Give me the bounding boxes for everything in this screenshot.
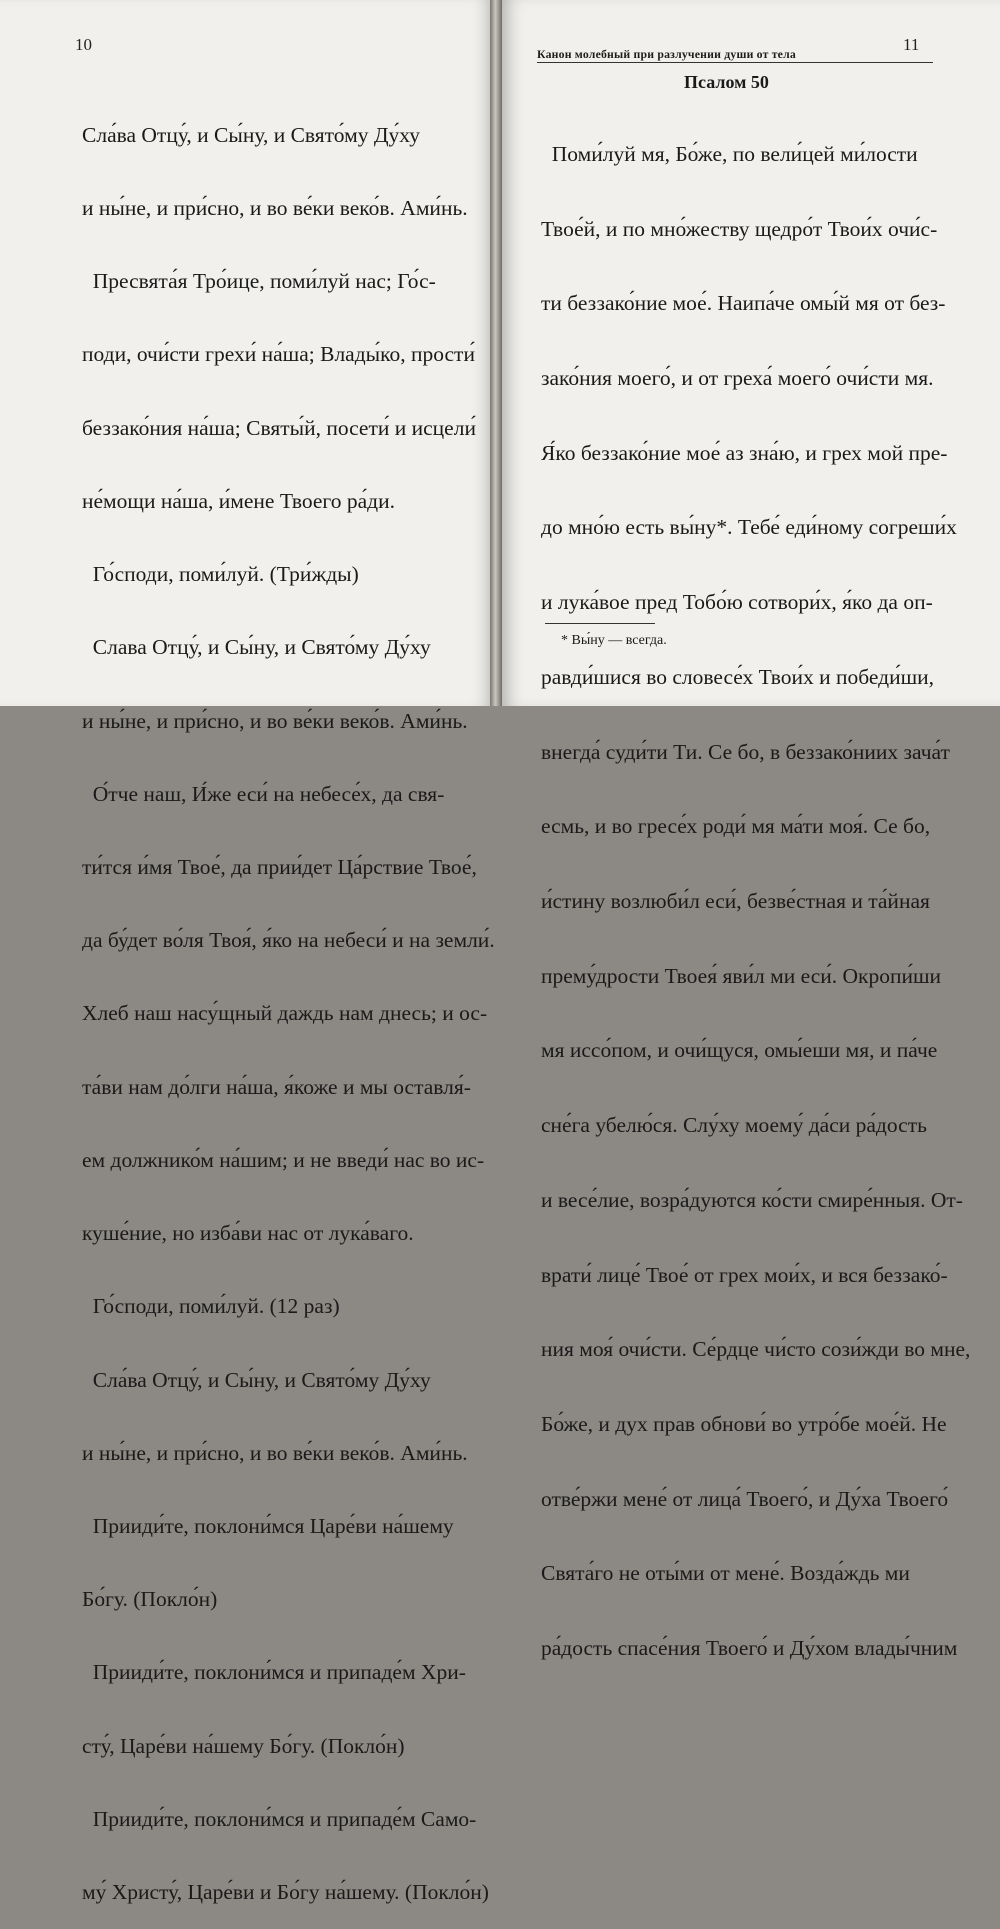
text-line: ра́дость спасе́ния Твоего́ и Ду́хом влады́чним bbox=[541, 1636, 958, 1661]
text-line: и весе́лие, возра́дуются ко́сти смире́нныя. От- bbox=[541, 1187, 963, 1212]
psalm-title: Псалом 50 bbox=[684, 72, 769, 92]
text-line: зако́ния моего́, и от греха́ моего́ очи́сти мя. bbox=[541, 365, 934, 390]
footnote-rule bbox=[545, 623, 655, 624]
text-line: Прииди́те, поклони́мся Царе́ви на́шему bbox=[82, 1513, 454, 1538]
text-line: и лука́вое пред Тобо́ю сотвори́х, я́ко да оп- bbox=[541, 590, 933, 615]
text-line: есмь, и во гресе́х роди́ мя ма́ти моя́. Се бо, bbox=[541, 814, 931, 839]
text-line: Слава Отцу́, и Сы́ну, и Свято́му Ду́ху bbox=[82, 635, 431, 660]
text-line: отве́ржи мене́ от лица́ Твоего́, и Ду́ха Твоего́ bbox=[541, 1486, 949, 1511]
text-line: равди́шися во словесе́х Твои́х и победи́ши, bbox=[541, 664, 935, 689]
text-line: и ны́не, и при́сно, и во ве́ки веко́в. Ами́нь. bbox=[82, 708, 468, 733]
text-line: мя иссо́пом, и очи́щуся, омы́еши мя, и па́че bbox=[541, 1038, 938, 1063]
text-line: Пресвята́я Тро́ице, поми́луй нас; Го́с- bbox=[82, 269, 436, 294]
page-number-right: 11 bbox=[903, 35, 920, 54]
text-line: да бу́дет во́ля Твоя́, я́ко на небеси́ и на земли́. bbox=[82, 928, 495, 953]
text-line: Прииди́те, поклони́мся и припаде́м Само- bbox=[82, 1806, 477, 1831]
text-line: ти беззако́ние мое́. Наипа́че омы́й мя от без- bbox=[541, 291, 946, 316]
text-line: ти́тся и́мя Твое́, да прии́дет Ца́рствие Твое́, bbox=[82, 855, 477, 879]
text-line: и́стину возлюби́л еси́, безве́стная и та́йная bbox=[541, 889, 930, 913]
page-number-left: 10 bbox=[75, 35, 92, 54]
text-line: му́ Христу́, Царе́ви и Бо́гу на́шему. (Покло́н) bbox=[82, 1880, 489, 1905]
text-line: Сла́ва Отцу́, и Сы́ну, и Свято́му Ду́ху bbox=[82, 1367, 431, 1392]
text-line: и ны́не, и при́сно, и во ве́ки веко́в. Ами́нь. bbox=[82, 196, 468, 221]
text-line: Поми́луй мя, Бо́же, по вели́цей ми́лости bbox=[541, 141, 918, 166]
text-line: Твое́й, и по мно́жеству щедро́т Твои́х очи́с- bbox=[541, 216, 938, 241]
text-line: Прииди́те, поклони́мся и припаде́м Хри- bbox=[82, 1660, 466, 1685]
text-line: Го́споди, поми́луй. (Три́жды) bbox=[82, 562, 359, 587]
text-line: О́тче наш, И́же еси́ на небесе́х, да свя- bbox=[82, 781, 445, 806]
text-line: не́мощи на́ша, и́мене Твоего ра́ди. bbox=[82, 488, 395, 513]
header-rule bbox=[537, 62, 933, 63]
text-line: Хлеб наш насу́щный даждь нам днесь; и ос- bbox=[82, 1001, 488, 1026]
text-line: поди, очи́сти грехи́ на́ша; Влады́ко, прости́ bbox=[82, 342, 475, 367]
text-line: Бо́же, и дух прав обнови́ во утро́бе мое́й. Не bbox=[541, 1412, 947, 1437]
text-line: ния моя́ очи́сти. Се́рдце чи́сто сози́жди во мне, bbox=[541, 1337, 971, 1362]
left-page-text bbox=[82, 74, 495, 1929]
text-line: сне́га убелю́ся. Слу́ху моему́ да́си ра́дость bbox=[541, 1113, 927, 1138]
text-line: та́ви нам до́лги на́ша, я́коже и мы оставля́- bbox=[82, 1074, 471, 1099]
text-line: сту́, Царе́ви на́шему Бо́гу. (Покло́н) bbox=[82, 1733, 405, 1758]
text-line: Бо́гу. (Покло́н) bbox=[82, 1587, 218, 1612]
text-line: Го́споди, поми́луй. (12 раз) bbox=[82, 1294, 340, 1319]
text-line: и ны́не, и при́сно, и во ве́ки веко́в. Ами́нь. bbox=[82, 1440, 468, 1465]
text-line: Я́ко беззако́ние мое́ аз зна́ю, и грех мой пре- bbox=[541, 440, 948, 465]
text-line: беззако́ния на́ша; Святы́й, посети́ и исцели́ bbox=[82, 415, 476, 440]
text-line: врати́ лице́ Твое́ от грех мои́х, и вся беззако́- bbox=[541, 1262, 948, 1287]
text-line: ем должнико́м на́шим; и не введи́ нас во ис- bbox=[82, 1147, 485, 1172]
right-page-text bbox=[541, 92, 971, 1686]
text-line: Свята́го не оты́ми от мене́. Возда́ждь ми bbox=[541, 1561, 910, 1586]
footnote: * Вы́ну — всегда. bbox=[561, 633, 667, 648]
text-line: куше́ние, но изба́ви нас от лука́ваго. bbox=[82, 1221, 414, 1246]
text-line: Сла́ва Отцу́, и Сы́ну, и Свято́му Ду́ху bbox=[82, 122, 420, 147]
book-gutter bbox=[490, 0, 502, 706]
text-line: прему́дрости Твоея́ яви́л ми еси́. Окропи́ши bbox=[541, 963, 942, 988]
text-line: внегда́ суди́ти Ти. Се бо, в беззако́ниих зача́т bbox=[541, 739, 950, 764]
text-line: до мно́ю есть вы́ну*. Тебе́ еди́ному согреши́х bbox=[541, 515, 957, 540]
running-head: Канон молебный при разлучении души от тела bbox=[537, 47, 796, 61]
